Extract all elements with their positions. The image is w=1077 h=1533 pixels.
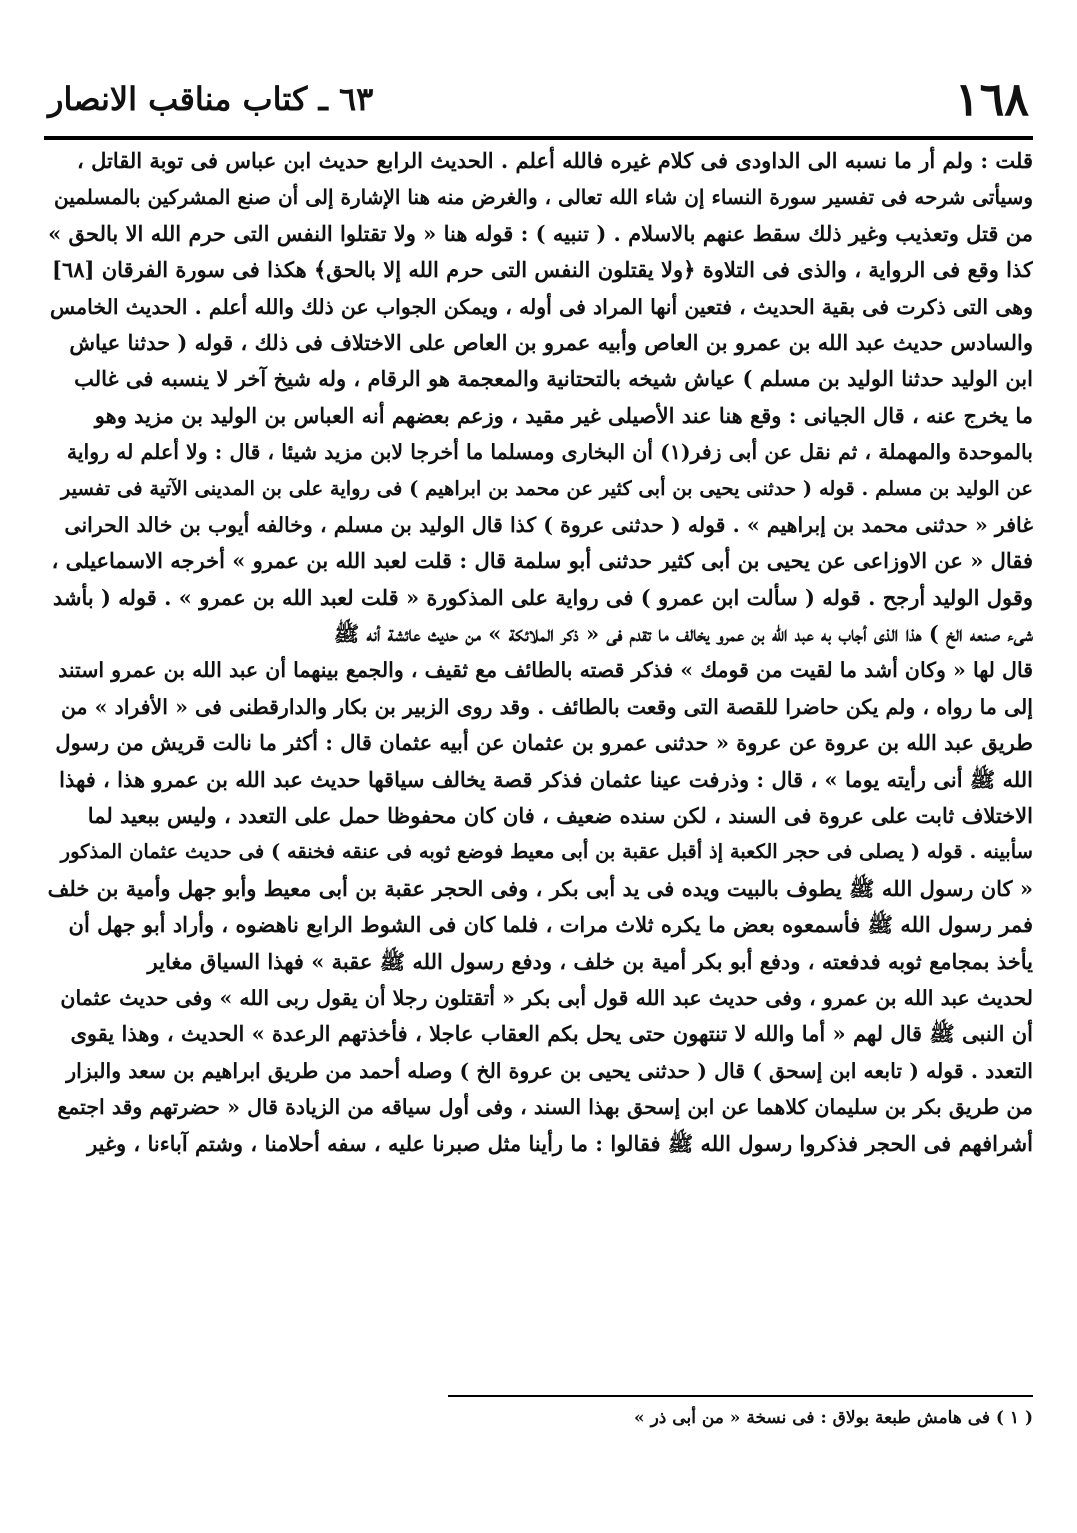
text-line: أشرافهم فى الحجر فذكروا رسول الله ﷺ فقالوا : ما رأينا مثل صبرنا عليه ، سفه أحلامنا ، وشتم آباءنا ، وغير (87, 1130, 1033, 1156)
text-line: سأبينه . قوله ( يصلى فى حجر الكعبة إذ أقبل عقبة بن أبى معيط فوضع ثوبه فى عنقه فخنقه ) فى حديث عثمان المذكور (60, 840, 1033, 864)
text-line: ما يخرج عنه ، قال الجيانى : وقع هنا عند الأصيلى غير مقيد ، وزعم بعضهم أنه العباس بن الوليد بن مزيد وهو (94, 402, 1033, 428)
text-line: الله ﷺ أنى رأيته يوما » ، قال : وذرفت عينا عثمان فذكر قصة يخالف سياقها حديث عبد الله بن عمرو هذا ، فهذا (59, 766, 1033, 792)
text-line: من طريق بكر بن سليمان كلاهما عن ابن إسحق بهذا السند ، وفى أول سياقه من الزيادة قال « حضرتهم وقد اجتمع (57, 1095, 1033, 1120)
text-line: ابن الوليد حدثنا الوليد بن مسلم ) عياش شيخه بالتحتانية والمعجمة هو الرقام ، وله شيخ آخر لا ينسبه فى غالب (74, 366, 1033, 392)
text-line: عن الوليد بن مسلم . قوله ( حدثنى يحيى بن أبى كثير عن محمد بن ابراهيم ) فى رواية على بن المدينى الآتية فى تفسير (60, 476, 1033, 500)
page-header (48, 68, 1029, 130)
text-line: لحديث عبد الله بن عمرو ، وفى حديث عبد الله قول أبى بكر « أتقتلون رجلا أن يقول ربى الله » وفى حديث عثمان (60, 985, 1033, 1010)
text-line: وسيأتى شرحه فى تفسير سورة النساء إن شاء الله تعالى ، والغرض منه هنا الإشارة إلى أن صنع المشركين بالمسلمين (53, 185, 1033, 210)
text-line: قلت : ولم أر ما نسبه الى الداودى فى كلام غيره فالله أعلم . الحديث الرابع حديث ابن عباس فى توبة القاتل ، (76, 148, 1033, 173)
text-line: قال لها « وكان أشد ما لقيت من قومك » فذكر قصته بالطائف مع ثقيف ، والجمع بينهما أن عبد الله بن عمرو استند (58, 658, 1033, 683)
text-line: شىء صنعه الخ ) هذا الذى أجاب به عبد الله بن عمرو يخالف ما تقدم فى « ذكر الملائكة » من حديث عائشة أنه ﷺ (333, 621, 1033, 647)
header-divider (44, 136, 1033, 140)
text-line: والسادس حديث عبد الله بن عمرو بن العاص وأبيه عمرو بن العاص على الاختلاف فى ذلك ، قوله ( حدثنا عياش (69, 329, 1033, 355)
page-number: ١٦٨ (954, 72, 1029, 126)
text-line: فمر رسول الله ﷺ فأسمعوه بعض ما يكره ثلاث مرات ، فلما كان فى الشوط الرابع ناهضوه ، وأراد أبو جهل أن (68, 912, 1033, 938)
chapter-title: ٦٣ ـ كتاب مناقب الانصار (48, 80, 374, 118)
footnote-divider (448, 1395, 1033, 1397)
text-line: « كان رسول الله ﷺ يطوف بالبيت ويده فى يد أبى بكر ، وفى الحجر عقبة بن أبى معيط وأبو جهل وأمية بن خلف (47, 875, 1033, 901)
text-line: التعدد . قوله ( تابعه ابن إسحق ) قال ( حدثنى يحيى بن عروة الخ ) وصله أحمد من طريق ابراهيم بن سعد والبزار (66, 1058, 1033, 1083)
text-line: إلى ما رواه ، ولم يكن حاضرا للقصة التى وقعت بالطائف . وقد روى الزبير بن بكار والدارقطنى فى « الأفراد » من (60, 694, 1033, 719)
main-text (44, 143, 1033, 1162)
text-line: فقال « عن الاوزاعى عن يحيى بن أبى كثير حدثنى أبو سلمة قال : قلت لعبد الله بن عمرو » أخرجه الاسماعيلى ، (51, 548, 1033, 574)
text-line: بالموحدة والمهملة ، ثم نقل عن أبى زفر(١) أن البخارى ومسلما ما أخرجا لابن مزيد شيئا ، قال : ولا أعلم له رواية (66, 440, 1033, 465)
text-line: الاختلاف ثابت على عروة فى السند ، لكن سنده ضعيف ، فان كان محفوظا حمل على التعدد ، وليس ببعيد لما (87, 803, 1033, 829)
text-line: أن النبى ﷺ قال لهم « أما والله لا تنتهون حتى يحل بكم العقاب عاجلا ، فأخذتهم الرعدة » الحديث ، وهذا يقوى (70, 1021, 1033, 1047)
text-line: كذا وقع فى الرواية ، والذى فى التلاوة ﴿ولا يقتلون النفس التى حرم الله إلا بالحق﴾ هكذا فى سورة الفرقان [٦٨] (52, 257, 1033, 283)
text-line: غافر « حدثنى محمد بن إبراهيم » . قوله ( حدثنى عروة ) كذا قال الوليد بن مسلم ، وخالفه أيوب بن خالد الحرانى (64, 512, 1033, 537)
text-line: يأخذ بمجامع ثوبه فدفعته ، ودفع أبو بكر أمية بن خلف ، ودفع رسول الله ﷺ عقبة » فهذا السياق مغاير (147, 948, 1033, 974)
text-line: وقول الوليد أرجح . قوله ( سألت ابن عمرو ) فى رواية على المذكورة « قلت لعبد الله بن عمرو » . قوله ( بأشد (52, 584, 1033, 610)
text-line: من قتل وتعذيب وغير ذلك سقط عنهم بالاسلام . ( تنبيه ) : قوله هنا « ولا تقتلوا النفس التى حرم الله الا بالحق » (48, 220, 1033, 246)
text-line: طريق عبد الله بن عروة عن عروة « حدثنى عمرو بن عثمان عن أبيه عثمان قال : أكثر ما نالت قريش من رسول (55, 730, 1033, 756)
footnote: ( ١ ) فى هامش طبعة بولاق : فى نسخة « من أبى ذر » (634, 1408, 1033, 1428)
text-line: وهى التى ذكرت فى بقية الحديث ، فتعين أنها المراد فى أوله ، ويمكن الجواب عن ذلك والله أعلم . الحديث الخامس (50, 294, 1033, 319)
